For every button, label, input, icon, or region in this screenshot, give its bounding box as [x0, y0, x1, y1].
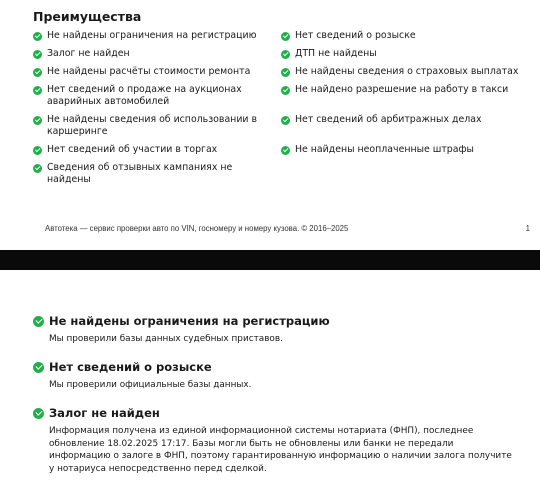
advantage-item: [33, 30, 273, 42]
detail-heading: [33, 314, 513, 328]
detail-section: [33, 406, 513, 475]
advantage-item: [33, 66, 273, 78]
check-circle-icon: [33, 316, 44, 327]
check-circle-icon: [33, 32, 42, 41]
page-footer-text: Автотека — сервис проверки авто по VIN, госномеру и номеру кузова. © 2016–2025: [45, 224, 349, 233]
advantage-item-label: Не найдены расчёты стоимости ремонта: [47, 66, 251, 77]
detail-text: Мы проверили официальные базы данных.: [49, 380, 252, 390]
check-circle-icon: [33, 68, 42, 77]
advantage-item-label: Не найдены сведения о страховых выплатах: [295, 66, 519, 77]
advantage-item-label: Не найдено разрешение на работу в такси: [295, 84, 509, 95]
advantage-item: [33, 84, 273, 108]
advantage-item: [33, 144, 273, 156]
advantage-item: [33, 114, 273, 138]
detail-section: [33, 314, 513, 346]
check-circle-icon: [281, 116, 290, 125]
advantage-item: [281, 30, 531, 42]
advantage-item-label: ДТП не найдены: [295, 48, 377, 59]
advantage-item-label: Нет сведений об участии в торгах: [47, 144, 218, 155]
advantage-item-label: Не найдены ограничения на регистрацию: [47, 30, 257, 41]
advantage-item-label: Нет сведений об арбитражных делах: [295, 114, 482, 125]
advantages-right-column: [281, 30, 531, 162]
detail-text: Информация получена из единой информационной системы нотариата (ФНП), последнее обновление 18.02.2025 17:17. Базы могли быть не обновлены или банки не передали информацию о залоге в ФНП, поэтому гарантированную информацию о наличии залога получите у нотариуса непосредственно перед сделкой.: [49, 426, 512, 474]
advantage-item-label: Не найдены сведения об использовании в каршеринге: [47, 114, 258, 137]
detail-title: Нет сведений о розыске: [49, 360, 212, 374]
advantage-item: [281, 84, 531, 96]
detail-heading: [33, 406, 513, 420]
check-circle-icon: [281, 86, 290, 95]
detail-heading: [33, 360, 513, 374]
check-circle-icon: [33, 116, 42, 125]
advantage-item: [33, 48, 273, 60]
advantage-item: [33, 162, 273, 186]
advantages-title: Преимущества: [33, 9, 142, 24]
detail-title: Не найдены ограничения на регистрацию: [49, 314, 330, 328]
page-number: 1: [525, 224, 530, 233]
advantage-item: [281, 66, 531, 78]
advantage-item: [281, 144, 531, 156]
check-circle-icon: [33, 362, 44, 373]
check-circle-icon: [33, 146, 42, 155]
advantage-item-label: Нет сведений о розыске: [295, 30, 416, 41]
check-circle-icon: [281, 50, 290, 59]
advantage-item-label: Нет сведений о продаже на аукционах аварийных автомобилей: [47, 84, 242, 107]
page-divider: [0, 250, 540, 270]
check-circle-icon: [33, 408, 44, 419]
advantages-left-column: [33, 30, 273, 192]
check-circle-icon: [281, 146, 290, 155]
report-page-2: [0, 270, 540, 488]
advantage-item-label: Не найдены неоплаченные штрафы: [295, 144, 474, 155]
detail-text: Мы проверили базы данных судебных приставов.: [49, 334, 283, 344]
advantage-item-label: Сведения об отзывных кампаниях не найдены: [47, 162, 233, 185]
check-circle-icon: [281, 32, 290, 41]
detail-section: [33, 360, 513, 392]
check-circle-icon: [281, 68, 290, 77]
advantage-item: [281, 48, 531, 60]
detail-title: Залог не найден: [49, 406, 160, 420]
advantage-item: [281, 114, 531, 126]
check-circle-icon: [33, 50, 42, 59]
advantage-item-label: Залог не найден: [47, 48, 130, 59]
check-circle-icon: [33, 164, 42, 173]
check-circle-icon: [33, 86, 42, 95]
